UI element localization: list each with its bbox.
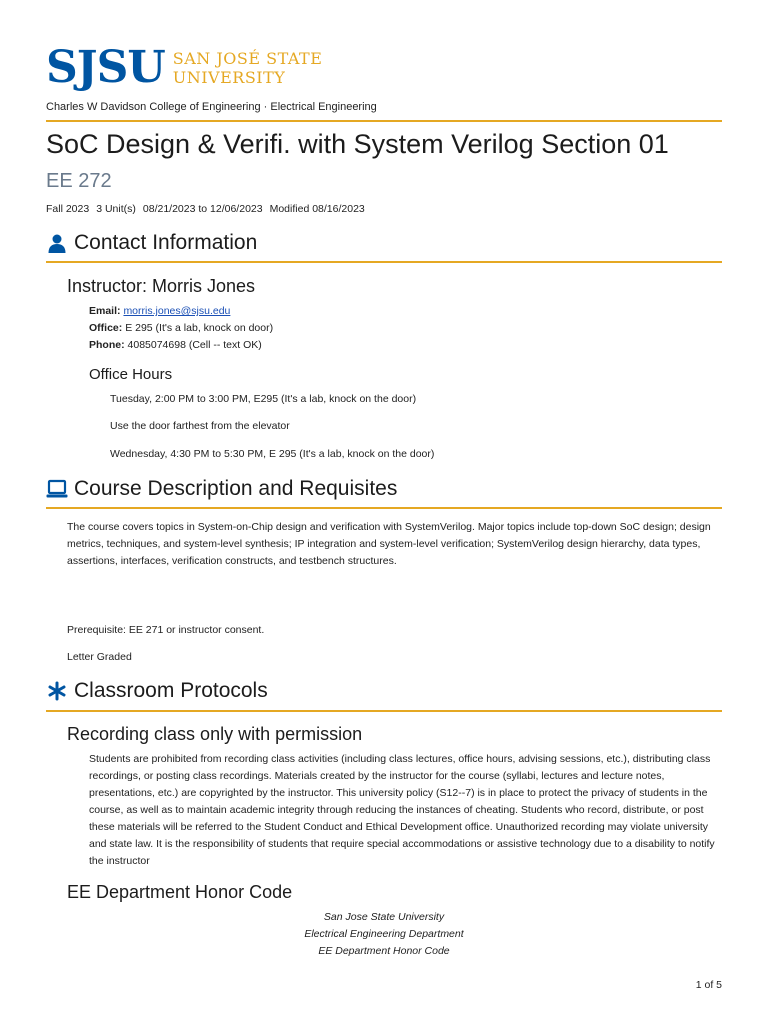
section-protocols-title: Classroom Protocols <box>74 679 268 702</box>
honor-code-line: San Jose State University <box>323 911 445 923</box>
recording-policy-text: Students are prohibited from recording class activities (including class lectures, office hours, advising sessions, etc.), distributing class recordings, or posting class recordings. Materials created by the instructor for the course (syllabi, lectures and lecture notes, presentations, etc.) are copyrighted by the instructor. This university policy (S12--7) is in place to protect the privacy of students in the course, as well as to maintain academic integrity through reducing the instances of cheating. Students who record, distribute, or post these materials will be referred to the Student Conduct and Ethical Development office. Unauthorized recording may violate university and state law. It is the responsibility of students that require special accommodations or assistive technology due to a disability to notify the instructor <box>89 753 715 867</box>
recording-heading: Recording class only with permission <box>67 724 363 744</box>
honor-code-line: Electrical Engineering Department <box>304 928 464 940</box>
course-description-text: The course covers topics in System-on-Chip design and verification with SystemVerilog. Major topics include top-down SoC design; design metrics, techniques, and system-level synthesis; IP integration and system-level verification; SystemVerilog design hierarchy, data types, assertions, interfaces, verification constructs, and testbench structures. <box>67 521 711 567</box>
grading-text: Letter Graded <box>67 651 132 663</box>
phone-row <box>89 338 262 352</box>
description-divider <box>46 507 722 509</box>
email-row <box>89 304 230 318</box>
course-modified: Modified 08/16/2023 <box>269 203 365 215</box>
course-meta <box>46 203 372 215</box>
college-department: Charles W Davidson College of Engineering · Electrical Engineering <box>46 101 377 113</box>
logo-mark: SJSU <box>46 42 165 93</box>
protocols-divider <box>46 710 722 712</box>
section-protocols-heading <box>46 677 268 705</box>
laptop-icon <box>46 478 68 500</box>
person-icon <box>46 232 68 254</box>
logo-line-1: SAN JOSÉ STATE <box>172 49 323 68</box>
email-link[interactable]: morris.jones@sjsu.edu <box>123 305 231 317</box>
phone-label: Phone: <box>89 339 125 351</box>
section-description-heading <box>46 475 397 503</box>
course-title: SoC Design & Verifi. with System Verilog Section 01 <box>46 129 669 159</box>
course-code: EE 272 <box>46 170 112 192</box>
honor-code-heading: EE Department Honor Code <box>67 882 293 902</box>
logo-wordmark <box>173 49 323 87</box>
page-number: 1 of 5 <box>695 979 722 991</box>
office-hours-item: Use the door farthest from the elevator <box>110 420 290 432</box>
course-dates: 08/21/2023 to 12/06/2023 <box>142 203 263 215</box>
course-units: 3 Unit(s) <box>96 203 136 215</box>
office-hours-heading: Office Hours <box>89 366 173 383</box>
section-contact-heading <box>46 229 257 257</box>
honor-code-line: EE Department Honor Code <box>318 945 450 957</box>
office-value: E 295 (It's a lab, knock on door) <box>125 322 274 334</box>
sjsu-logo <box>46 44 322 92</box>
contact-divider <box>46 261 722 263</box>
prerequisite-text: Prerequisite: EE 271 or instructor consent. <box>67 624 265 636</box>
instructor-heading: Instructor: Morris Jones <box>67 276 256 296</box>
office-hours-item: Tuesday, 2:00 PM to 3:00 PM, E295 (It's a lab, knock on the door) <box>110 393 417 405</box>
logo-line-2: UNIVERSITY <box>172 68 286 87</box>
office-hours-item: Wednesday, 4:30 PM to 5:30 PM, E 295 (It's a lab, knock on the door) <box>110 448 435 460</box>
phone-value: 4085074698 (Cell -- text OK) <box>127 339 262 351</box>
course-term: Fall 2023 <box>46 203 90 215</box>
office-row <box>89 321 273 335</box>
email-label: Email: <box>89 305 121 317</box>
header-divider <box>46 120 722 122</box>
office-label: Office: <box>89 322 123 334</box>
section-description-title: Course Description and Requisites <box>74 477 398 500</box>
section-contact-title: Contact Information <box>74 231 258 254</box>
asterisk-icon <box>46 680 68 702</box>
